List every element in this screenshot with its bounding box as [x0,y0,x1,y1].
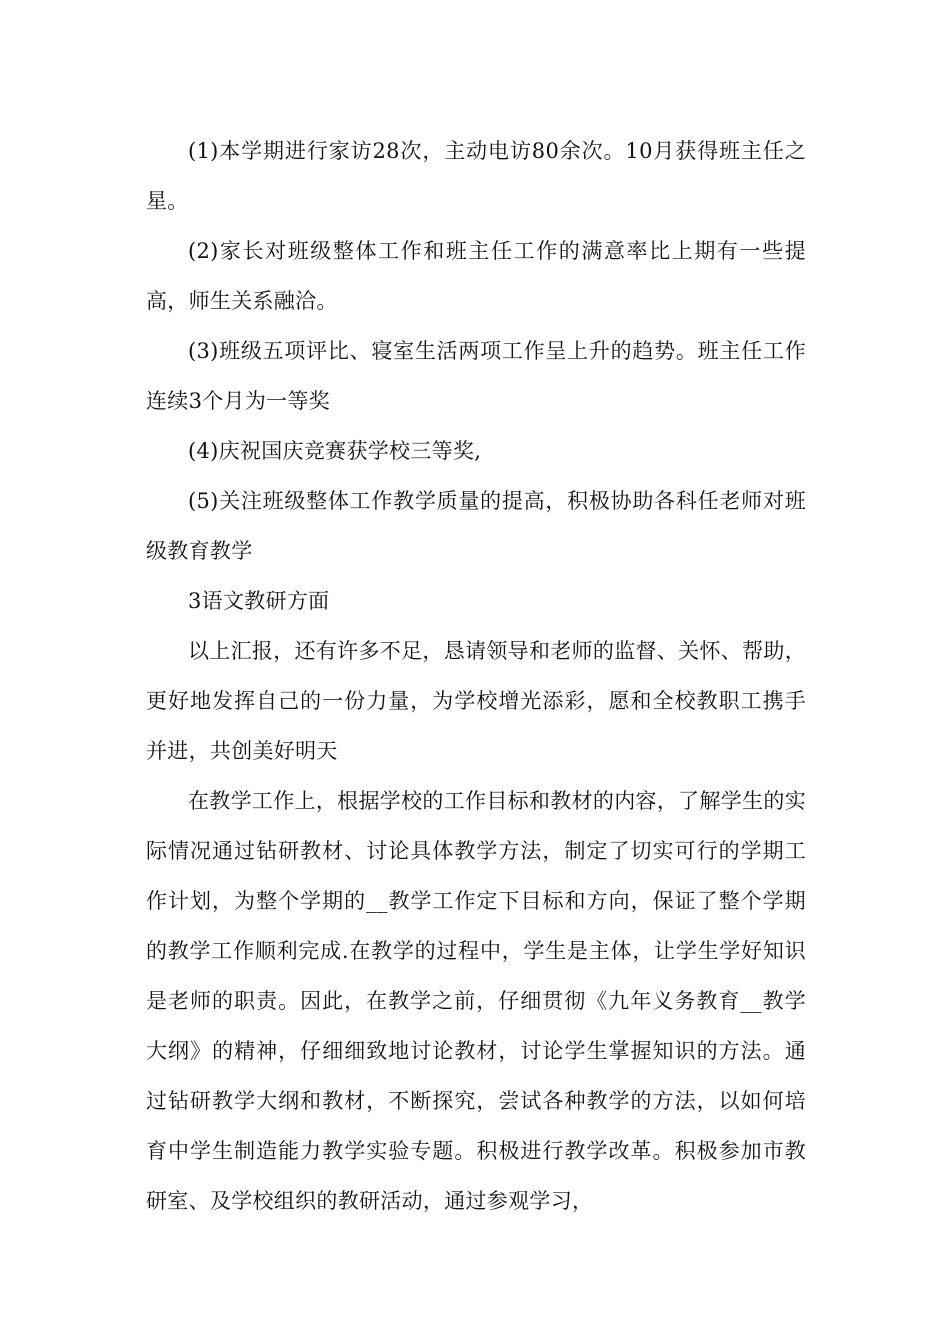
paragraph-parent-satisfaction: (2)家长对班级整体工作和班主任工作的满意率比上期有一些提高，师生关系融洽。 [146,239,806,313]
paragraph-teaching-quality: (5)关注班级整体工作教学质量的提高，积极协助各科任老师对班级教育教学 [146,489,806,563]
document-body [146,126,806,1226]
paragraph-class-evaluation: (3)班级五项评比、寝室生活两项工作呈上升的趋势。班主任工作连续3个月为一等奖 [146,339,806,413]
paragraph-national-day-award: (4)庆祝国庆竞赛获学校三等奖, [188,439,482,463]
paragraph-home-visits: (1)本学期进行家访28次，主动电访80余次。10月获得班主任之星。 [146,139,806,213]
paragraph-teaching-work: 在教学工作上，根据学校的工作目标和教材的内容，了解学生的实际情况通过钻研教材、讨论具体教学方法，制定了切实可行的学期工作计划，为整个学期的__教学工作定下目标和方向，保证了整个学期的教学工作顺利完成.在教学的过程中，学生是主体，让学生学好知识是老师的职责。因此，在教学之前，仔细贯彻《九年义务教育__教学大纲》的精神，仔细细致地讨论教材，讨论学生掌握知识的方法。通过钻研教学大纲和教材，不断探究，尝试各种教学的方法，以如何培育中学生制造能力教学实验专题。积极进行教学改革。积极参加市教研室、及学校组织的教研活动，通过参观学习， [146,789,806,1213]
paragraph-summary-closing: 以上汇报，还有许多不足，恳请领导和老师的监督、关怀、帮助，更好地发挥自己的一份力量，为学校增光添彩，愿和全校教职工携手并进，共创美好明天 [146,639,806,763]
section-heading-chinese-research: 3语文教研方面 [188,589,330,613]
